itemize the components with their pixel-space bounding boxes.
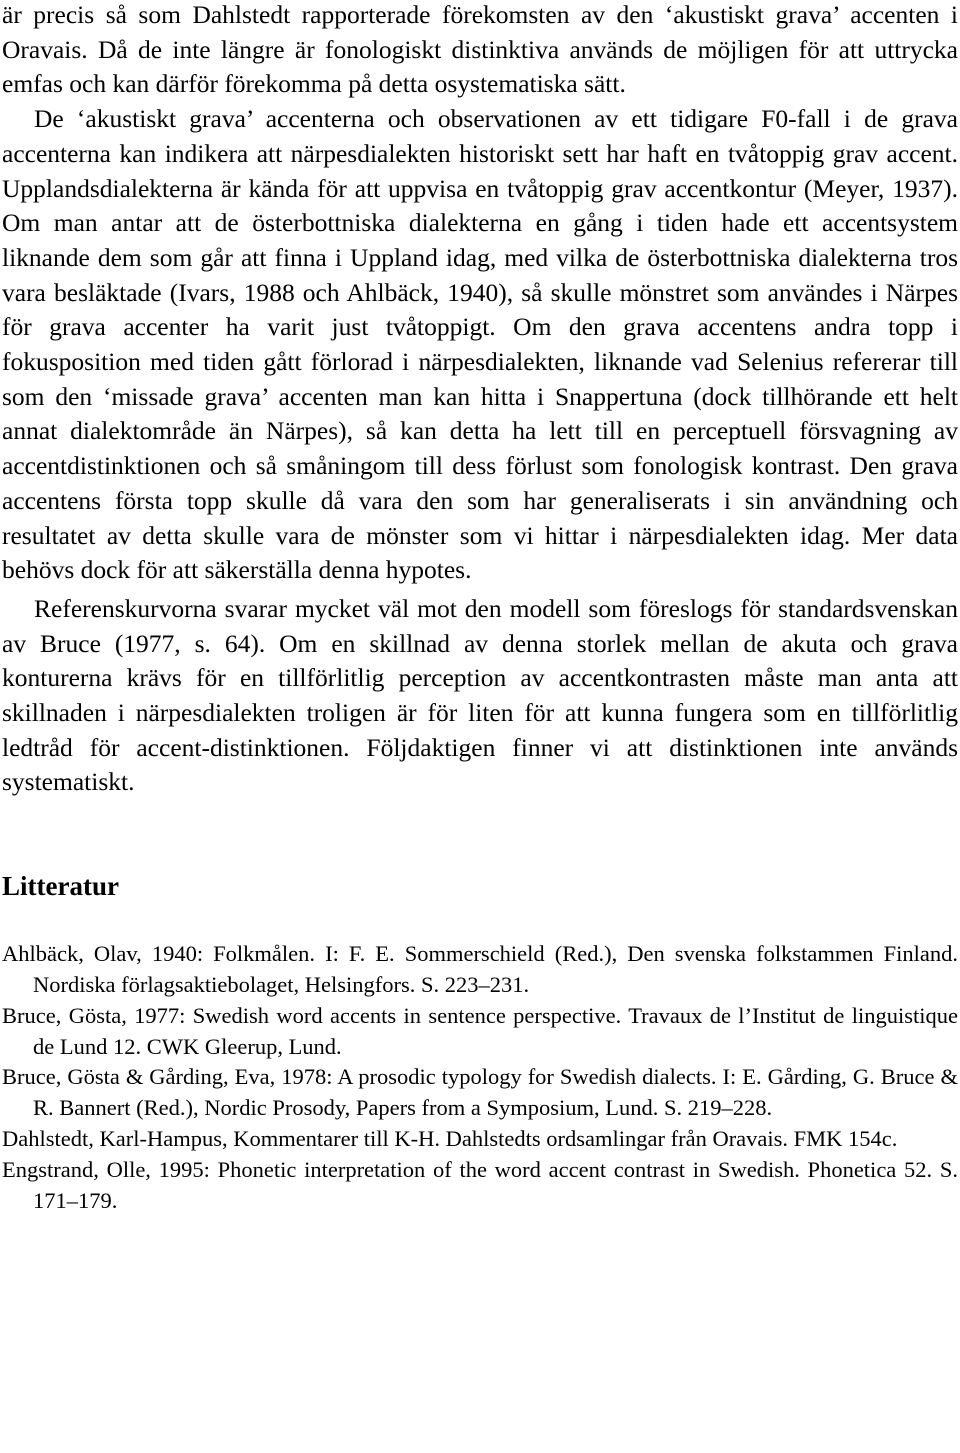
document-page xyxy=(2,0,958,1216)
references-heading: Litteratur xyxy=(2,871,119,902)
paragraph-accent-history: De ‘akustiskt grava’ accenterna och observationen av ett tidigare F0-fall i de grava accenterna kan indikera att närpesdialekten historiskt sett har haft en tvåtoppig grav accent. Upplandsdialekterna är kända för att uppvisa en tvåtoppig grav accentkontur (Meyer, 1937). Om man antar att de österbottniska dialekterna en gång i tiden hade ett accentsystem liknande dem som går att finna i Uppland idag, med vilka de österbottniska dialekterna tros vara besläktade (Ivars, 1988 och Ahlbäck, 1940), så skulle mönstret som användes i Närpes för grava accenter ha varit just tvåtoppigt. Om den grava accentens andra topp i fokusposition med tiden gått förlorad i närpesdialekten, liknande vad Selenius refererar till som den ‘missade grava’ accenten man kan hitta i Snappertuna (dock tillhörande ett helt annat dialektområde än Närpes), så kan detta ha lett till en perceptuell försvagning av accentdistinktionen och så småningom till dess förlust som fonologisk kontrast. Den grava accentens första topp skulle då vara den som har generaliserats i sin användning och resultatet av detta skulle vara de mönster som vi hittar i närpesdialekten idag. Mer data behövs dock för att säkerställa denna hypotes. xyxy=(2,104,958,585)
reference-item: Dahlstedt, Karl-Hampus, Kommentarer till K-H. Dahlstedts ordsamlingar från Oravais. FMK 154c. xyxy=(2,1125,898,1151)
reference-item: Engstrand, Olle, 1995: Phonetic interpretation of the word accent contrast in Swedish. Phonetica 52. S. 171–179. xyxy=(2,1156,958,1213)
reference-list xyxy=(2,939,958,1216)
paragraph-reference-curves: Referenskurvorna svarar mycket väl mot den modell som föreslogs för standardsvenskan av Bruce (1977, s. 64). Om en skillnad av denna storlek mellan de akuta och grava konturerna krävs för en tillförlitlig perception av accentkontrasten måste man anta att skillnaden i närpesdialekten troligen är för liten för att kunna fungera som en tillförlitlig ledtråd för accent-distinktionen. Följdaktigen finner vi att distinktionen inte används systematiskt. xyxy=(2,593,958,797)
paragraph-continuation: är precis så som Dahlstedt rapporterade förekomsten av den ‘akustiskt grava’ accenten i Oravais. Då de inte längre är fonologiskt distinktiva används de möjligen för att uttrycka emfas och kan därför förekomma på detta osystematiska sätt. xyxy=(2,0,958,99)
reference-item: Bruce, Gösta, 1977: Swedish word accents in sentence perspective. Travaux de l’Institut de linguistique de Lund 12. CWK Gleerup, Lund. xyxy=(2,1002,958,1059)
reference-item: Bruce, Gösta & Gårding, Eva, 1978: A prosodic typology for Swedish dialects. I: E. Gårding, G. Bruce & R. Bannert (Red.), Nordic Prosody, Papers from a Symposium, Lund. S. 219–228. xyxy=(2,1064,958,1121)
reference-item: Ahlbäck, Olav, 1940: Folkmålen. I: F. E. Sommerschield (Red.), Den svenska folkstammen Finland. Nordiska förlagsaktiebolaget, Helsingfors. S. 223–231. xyxy=(2,941,958,997)
